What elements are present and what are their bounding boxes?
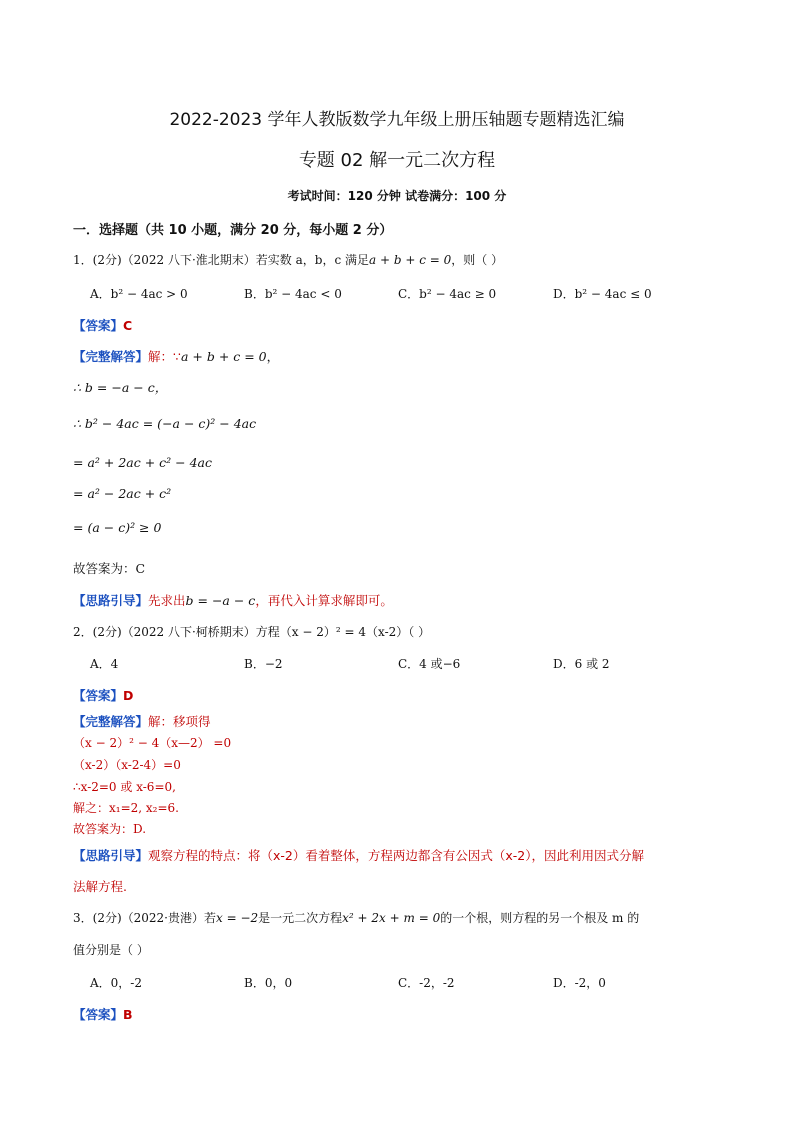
- question-2-option-d: D．6 或 2: [553, 657, 610, 671]
- solution-step: ∴x-2=0 或 x-6=0,: [73, 780, 176, 794]
- solution-suffix: ，: [266, 349, 280, 364]
- answer-value: D: [123, 688, 134, 703]
- question-2-option-a: A．4: [90, 657, 119, 671]
- question-3-option-c: C．-2，-2: [398, 976, 455, 990]
- solution-step: = a² + 2ac + c² − 4ac: [73, 455, 212, 470]
- question-3-option-a: A．0，-2: [90, 976, 142, 990]
- answer-label: 【答案】: [73, 688, 124, 703]
- question-2-stem: 2．(2分)（2022 八下·柯桥期末）方程（x − 2）² = 4（x-2）（ ）: [73, 625, 431, 639]
- hint-math: b = −a − c: [185, 593, 256, 608]
- question-1-option-b: B．b² − 4ac < 0: [244, 287, 342, 301]
- question-3-equation: x² + 2x + m = 0: [342, 911, 441, 925]
- question-3-option-b: B．0，0: [244, 976, 293, 990]
- question-3-stem: [73, 909, 639, 926]
- question-2-solution: [73, 712, 211, 730]
- document-subtitle: 专题 02 解一元二次方程: [298, 150, 496, 171]
- question-1-solution: [73, 347, 279, 365]
- question-3-stem-continued: 值分别是（ ）: [73, 943, 149, 957]
- solution-step: ∴ b² − 4ac = (−a − c)² − 4ac: [73, 416, 257, 431]
- question-2-hint-continued: 法解方程.: [73, 879, 127, 894]
- question-1-stem: [73, 251, 503, 268]
- solution-condition: a + b + c = 0: [180, 349, 267, 364]
- hint-text-a: 先求出: [148, 593, 186, 608]
- question-2-hint: [73, 846, 644, 864]
- hint-label: 【思路引导】: [73, 593, 149, 608]
- solution-prefix: 解：∵: [148, 349, 181, 364]
- hint-label: 【思路引导】: [73, 848, 149, 863]
- solution-label: 【完整解答】: [73, 349, 149, 364]
- solution-step: = (a − c)² ≥ 0: [73, 520, 162, 535]
- hint-text-b: ，再代入计算求解即可。: [255, 593, 393, 608]
- solution-conclusion: 故答案为：D.: [73, 822, 147, 836]
- question-3-text-a: 3．(2分)（2022·贵港）若: [73, 911, 216, 925]
- document-title: 2022-2023 学年人教版数学九年级上册压轴题专题精选汇编: [169, 110, 625, 130]
- question-3-answer: [73, 1005, 133, 1023]
- question-1-text-a: 1．(2分)（2022 八下·淮北期末）若实数 a，b，c 满足: [73, 253, 369, 267]
- solution-label: 【完整解答】: [73, 714, 149, 729]
- question-1-text-b: ，则（ ）: [451, 253, 504, 267]
- question-2-option-b: B．−2: [244, 657, 283, 671]
- solution-conclusion: 故答案为：C: [73, 561, 146, 576]
- question-1-option-c: C．b² − 4ac ≥ 0: [398, 287, 497, 301]
- question-3-root: x = −2: [216, 911, 259, 925]
- question-1-condition: a + b + c = 0: [369, 253, 452, 267]
- solution-step: （x − 2）² − 4（x—2） =0: [73, 736, 232, 750]
- exam-info: 考试时间：120 分钟 试卷满分：100 分: [287, 189, 507, 203]
- question-1-answer: [73, 316, 132, 334]
- question-3-text-c: 的一个根，则方程的另一个根及 m 的: [440, 911, 640, 925]
- question-3-text-b: 是一元二次方程: [258, 911, 343, 925]
- question-1-hint: [73, 591, 393, 609]
- answer-label: 【答案】: [73, 1007, 124, 1022]
- question-3-option-d: D．-2，0: [553, 976, 606, 990]
- answer-value: B: [123, 1007, 133, 1022]
- solution-first-line: 解：移项得: [148, 714, 211, 729]
- solution-step: （x-2）（x-2-4）=0: [73, 758, 181, 772]
- answer-value: C: [123, 318, 133, 333]
- question-1-option-a: A．b² − 4ac > 0: [90, 287, 188, 301]
- solution-step: ∴ b = −a − c，: [73, 380, 168, 395]
- answer-label: 【答案】: [73, 318, 124, 333]
- question-1-option-d: D．b² − 4ac ≤ 0: [553, 287, 652, 301]
- hint-text: 观察方程的特点：将（x-2）看着整体，方程两边都含有公因式（x-2），因此利用因式分解: [148, 848, 644, 863]
- solution-step: 解之：x₁=2, x₂=6.: [73, 801, 179, 815]
- section-heading: 一．选择题（共 10 小题，满分 20 分，每小题 2 分）: [73, 223, 393, 238]
- question-2-option-c: C．4 或−6: [398, 657, 461, 671]
- solution-step: = a² − 2ac + c²: [73, 486, 172, 501]
- question-2-answer: [73, 686, 133, 704]
